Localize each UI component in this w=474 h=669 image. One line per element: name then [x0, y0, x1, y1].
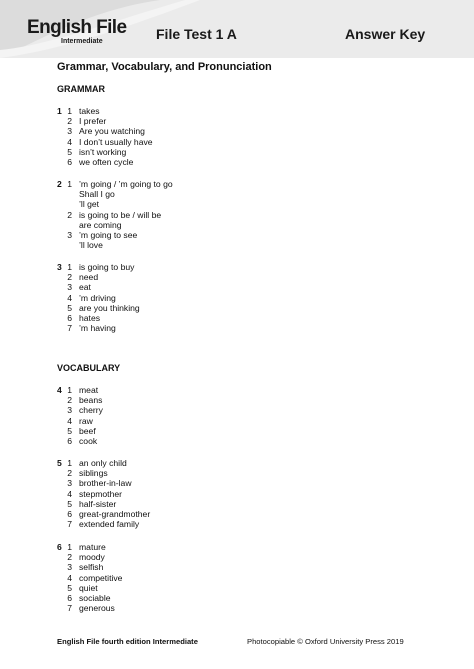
item-number: 6 [67, 156, 72, 167]
answer-text: is going to be / will be [79, 209, 162, 220]
exercise-2 [57, 179, 297, 250]
answer-row [57, 583, 297, 593]
answer-row [57, 126, 297, 136]
item-number: 1 [67, 458, 72, 468]
answer-text: ’m going to see [79, 229, 138, 240]
answer-row [57, 323, 297, 333]
item-number: 3 [67, 282, 72, 293]
exercise-number: 2 [57, 179, 62, 189]
exercise-4 [57, 385, 297, 446]
answer-text: are you thinking [79, 302, 140, 313]
answer-row [57, 395, 297, 405]
item-number: 5 [67, 302, 72, 313]
test-title: File Test 1 A [156, 26, 237, 42]
item-number: 2 [67, 116, 72, 127]
item-number: 7 [67, 603, 72, 614]
answer-text: ’ll love [79, 240, 103, 251]
answer-row [57, 552, 297, 562]
answer-text: meat [79, 385, 99, 395]
item-number: 1 [67, 385, 72, 395]
section-heading-vocabulary: VOCABULARY [57, 363, 121, 373]
answer-text: ’ll get [79, 199, 100, 210]
answer-row [57, 573, 297, 583]
item-number: 5 [67, 146, 72, 157]
item-number: 1 [67, 179, 72, 189]
answer-text: need [79, 272, 99, 283]
answer-row [57, 210, 297, 220]
item-number: 7 [67, 323, 72, 334]
answer-row [57, 262, 297, 272]
answer-text: is going to buy [79, 262, 135, 272]
item-number: 2 [67, 272, 72, 283]
footer-edition: English File fourth edition Intermediate [57, 637, 198, 646]
item-number: 1 [67, 106, 72, 116]
answer-row [57, 313, 297, 323]
answer-row [57, 282, 297, 292]
answer-row [57, 240, 297, 250]
item-number: 5 [67, 425, 72, 436]
answer-text: moody [79, 552, 105, 563]
answer-text: ’m having [79, 323, 116, 334]
answer-key-label: Answer Key [345, 26, 426, 42]
answer-text: quiet [79, 582, 98, 593]
answer-row [57, 562, 297, 572]
item-number: 3 [67, 562, 72, 573]
answer-text: generous [79, 603, 115, 614]
item-number: 3 [67, 229, 72, 240]
answer-row [57, 478, 297, 488]
answer-row [57, 137, 297, 147]
answer-text: half-sister [79, 498, 117, 509]
item-number: 7 [67, 519, 72, 530]
answer-row [57, 147, 297, 157]
item-number: 4 [67, 488, 72, 499]
answer-row [57, 542, 297, 552]
item-number: 2 [67, 395, 72, 406]
exercise-number: 3 [57, 262, 62, 272]
item-number: 2 [67, 209, 72, 220]
answer-text: hates [79, 312, 101, 323]
item-number: 3 [67, 126, 72, 137]
answer-text: competitive [79, 572, 123, 583]
answer-row [57, 272, 297, 282]
answer-text: are coming [79, 219, 122, 230]
item-number: 4 [67, 415, 72, 426]
item-number: 5 [67, 582, 72, 593]
item-number: 6 [67, 435, 72, 446]
answer-row [57, 593, 297, 603]
item-number: 4 [67, 292, 72, 303]
exercise-number: 5 [57, 458, 62, 468]
answer-row [57, 293, 297, 303]
answer-text: Are you watching [79, 126, 145, 137]
answer-text: isn’t working [79, 146, 127, 157]
answer-text: cook [79, 435, 98, 446]
item-number: 1 [67, 542, 72, 552]
answer-row [57, 220, 297, 230]
section-heading-grammar: GRAMMAR [57, 84, 105, 94]
answer-row [57, 303, 297, 313]
item-number: 5 [67, 498, 72, 509]
logo-subtitle: Intermediate [61, 38, 103, 45]
answer-text: brother-in-law [79, 478, 132, 489]
answer-row [57, 603, 297, 613]
answer-text: selfish [79, 562, 104, 573]
item-number: 6 [67, 508, 72, 519]
exercise-number: 4 [57, 385, 62, 395]
answer-row [57, 230, 297, 240]
answer-row [57, 405, 297, 415]
item-number: 2 [67, 468, 72, 479]
item-number: 2 [67, 552, 72, 563]
answer-text: ’m driving [79, 292, 116, 303]
answer-row [57, 499, 297, 509]
item-number: 3 [67, 405, 72, 416]
answer-row [57, 426, 297, 436]
item-number: 4 [67, 572, 72, 583]
exercise-number: 1 [57, 106, 62, 116]
exercise-5 [57, 458, 297, 529]
answer-text: raw [79, 415, 93, 426]
answer-row [57, 416, 297, 426]
item-number: 6 [67, 592, 72, 603]
answer-text: we often cycle [79, 156, 134, 167]
answer-row [57, 385, 297, 395]
answer-row [57, 458, 297, 468]
answer-text: ’m going / ’m going to go [79, 179, 173, 189]
answer-text: an only child [79, 458, 127, 468]
answer-row [57, 179, 297, 189]
answer-row [57, 436, 297, 446]
answer-row [57, 157, 297, 167]
answer-text: Shall I go [79, 189, 115, 200]
answer-text: great-grandmother [79, 508, 151, 519]
answer-text: takes [79, 106, 100, 116]
answer-text: I prefer [79, 116, 107, 127]
answer-row [57, 116, 297, 126]
footer-copyright: Photocopiable © Oxford University Press 2019 [247, 637, 404, 646]
answer-text: cherry [79, 405, 103, 416]
answer-text: beef [79, 425, 96, 436]
exercise-3 [57, 262, 297, 333]
answer-row [57, 106, 297, 116]
answer-row [57, 509, 297, 519]
exercise-number: 6 [57, 542, 62, 552]
item-number: 4 [67, 136, 72, 147]
answer-text: sociable [79, 592, 111, 603]
exercise-1 [57, 106, 297, 167]
item-number: 1 [67, 262, 72, 272]
exercise-6 [57, 542, 297, 613]
item-number: 3 [67, 478, 72, 489]
answer-text: extended family [79, 519, 140, 530]
answer-text: beans [79, 395, 103, 406]
answer-row [57, 519, 297, 529]
answer-row [57, 468, 297, 478]
answer-row [57, 489, 297, 499]
answer-row [57, 199, 297, 209]
header-bar [0, 0, 474, 58]
page-title: Grammar, Vocabulary, and Pronunciation [57, 61, 272, 73]
answer-text: mature [79, 542, 106, 552]
answer-text: siblings [79, 468, 108, 479]
answer-text: I don’t usually have [79, 136, 153, 147]
answer-row [57, 189, 297, 199]
item-number: 6 [67, 312, 72, 323]
logo-title: English File [27, 17, 127, 38]
answer-text: eat [79, 282, 91, 293]
answer-text: stepmother [79, 488, 122, 499]
